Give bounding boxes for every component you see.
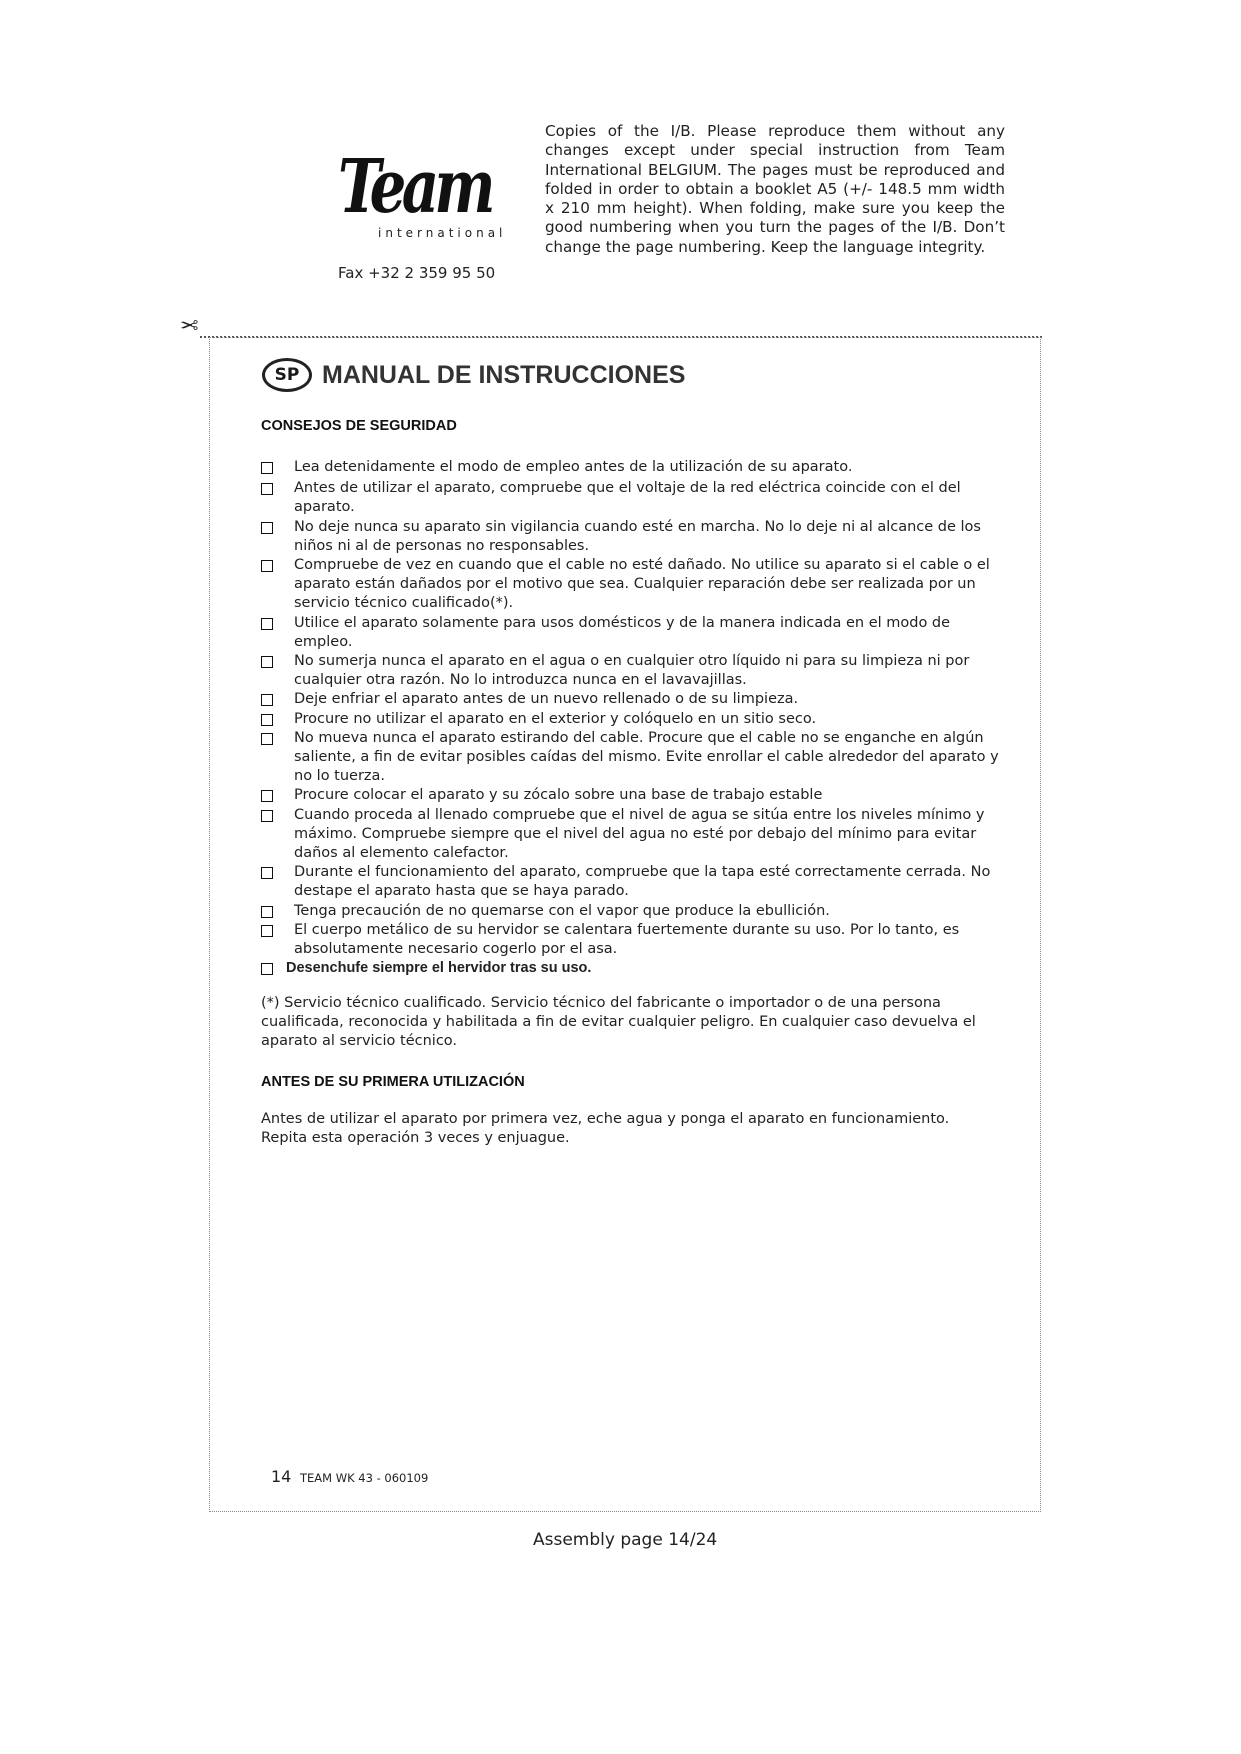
list-item: No mueva nunca el aparato estirando del cable. Procure que el cable no se enganche en algún saliente, a fin de evitar posibles caídas del mismo. Evite enrollar el cable alrededor del aparato y no lo tuerza. <box>261 729 1001 787</box>
assembly-page: Assembly page 14/24 <box>533 1530 718 1550</box>
team-logo <box>330 118 507 258</box>
language-badge: SP <box>262 358 312 392</box>
checkbox-icon <box>261 867 273 879</box>
scissors-icon: ✂ <box>180 311 199 336</box>
checkbox-icon <box>261 694 273 706</box>
list-item: Antes de utilizar el aparato, compruebe que el voltaje de la red eléctrica coincide con el del aparato. <box>261 479 1001 517</box>
list-item: Utilice el aparato solamente para usos domésticos y de la manera indicada en el modo de empleo. <box>261 614 1001 652</box>
checkbox-icon <box>261 925 273 937</box>
first-use-heading: ANTES DE SU PRIMERA UTILIZACIÓN <box>261 1074 525 1090</box>
list-item: Tenga precaución de no quemarse con el vapor que produce la ebullición. <box>261 902 1001 921</box>
checkbox-icon <box>261 790 273 802</box>
checkbox-icon <box>261 462 273 474</box>
checkbox-icon <box>261 656 273 668</box>
safety-heading: CONSEJOS DE SEGURIDAD <box>261 418 457 434</box>
fax-number: Fax +32 2 359 95 50 <box>338 264 496 282</box>
manual-title <box>262 358 685 392</box>
safety-list <box>261 458 1001 978</box>
list-item: Deje enfriar el aparato antes de un nuevo rellenado o de su limpieza. <box>261 690 1001 709</box>
checkbox-icon <box>261 810 273 822</box>
list-item: Procure no utilizar el aparato en el exterior y colóquelo en un sitio seco. <box>261 710 1001 729</box>
checkbox-icon <box>261 618 273 630</box>
checkbox-icon <box>261 733 273 745</box>
list-item: Compruebe de vez en cuando que el cable no esté dañado. No utilice su aparato si el cable o el aparato están dañados por el motivo que sea. Cualquier reparación debe ser realizada por un servicio técnico cualificado(*). <box>261 556 1001 614</box>
checkbox-icon <box>261 522 273 534</box>
list-item: Procure colocar el aparato y su zócalo sobre una base de trabajo estable <box>261 786 1001 805</box>
service-note: (*) Servicio técnico cualificado. Servicio técnico del fabricante o importador o de una persona cualificada, reconocida y habilitada a fin de evitar cualquier peligro. En cualquier caso devuelva el aparato al servicio técnico. <box>261 995 976 1050</box>
model-code: TEAM WK 43 - 060109 <box>300 1471 429 1485</box>
checkbox-icon <box>261 560 273 572</box>
list-item: El cuerpo metálico de su hervidor se calentara fuertemente durante su uso. Por lo tanto, es absolutamente necesario cogerlo por el asa. <box>261 921 1001 959</box>
checkbox-icon <box>261 906 273 918</box>
checkbox-icon <box>261 714 273 726</box>
reproduction-note: Copies of the I/B. Please reproduce them without any changes except under special instruction from Team International BELGIUM. The pages must be reproduced and folded in order to obtain a booklet A5 (+/- 148.5 mm width x 210 mm height). When folding, make sure you keep the good numbering when you turn the pages of the I/B. Don’t change the page numbering. Keep the language integrity. <box>545 122 1005 256</box>
logo-word: Team <box>338 144 491 230</box>
list-item: No deje nunca su aparato sin vigilancia cuando esté en marcha. No lo deje ni al alcance de los niños ni al de personas no responsables. <box>261 518 1001 556</box>
list-item: Durante el funcionamiento del aparato, compruebe que la tapa esté correctamente cerrada. No destape el aparato hasta que se haya parado. <box>261 863 1001 901</box>
page-title: MANUAL DE INSTRUCCIONES <box>322 360 686 389</box>
first-use-line-1: Antes de utilizar el aparato por primera vez, eche agua y ponga el aparato en funcionamiento. <box>261 1111 950 1127</box>
list-item: Lea detenidamente el modo de empleo antes de la utilización de su aparato. <box>261 458 1001 477</box>
first-use-text <box>261 1110 1001 1148</box>
page-number: 14 <box>271 1467 292 1486</box>
list-item: Cuando proceda al llenado compruebe que el nivel de agua se sitúa entre los niveles mínimo y máximo. Compruebe siempre que el nivel del agua no esté por debajo del mínimo para evitar daños al elemento calefactor. <box>261 806 1001 864</box>
list-item-bold: Desenchufe siempre el hervidor tras su uso. <box>261 959 1001 978</box>
logo-subtitle: international <box>378 226 507 240</box>
list-item: No sumerja nunca el aparato en el agua o en cualquier otro líquido ni para su limpieza ni por cualquier otra razón. No lo introduzca nunca en el lavavajillas. <box>261 652 1001 690</box>
first-use-line-2: Repita esta operación 3 veces y enjuague. <box>261 1130 570 1147</box>
checkbox-icon <box>261 963 273 975</box>
checkbox-icon <box>261 483 273 495</box>
